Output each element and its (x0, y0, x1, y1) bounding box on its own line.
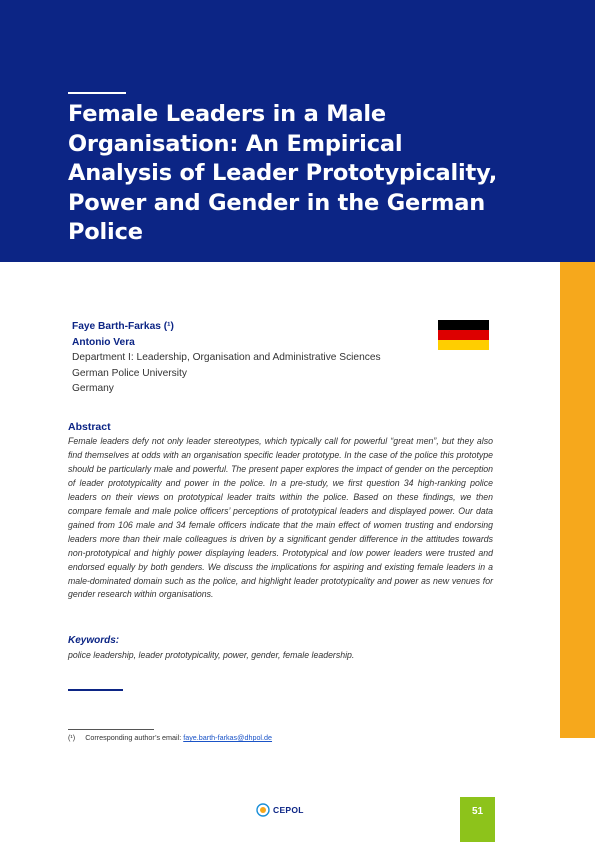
cepol-logo (256, 800, 304, 820)
affiliation-line: Germany (72, 383, 114, 394)
author-block (72, 319, 412, 397)
title-line: Police (68, 219, 143, 245)
flag-stripe-black (438, 320, 489, 330)
side-accent-bar (560, 262, 595, 738)
section-rule (68, 689, 123, 691)
author-name: Faye Barth-Farkas (¹) (72, 321, 174, 332)
logo-text: CEPOL (273, 805, 304, 815)
flag-stripe-red (438, 330, 489, 340)
title-band (0, 0, 595, 262)
footnote-mark: (¹) (68, 733, 76, 742)
author-name: Antonio Vera (72, 336, 135, 348)
author-email-link[interactable]: faye.barth-farkas@dhpol.de (183, 733, 273, 742)
footnote (68, 733, 272, 742)
keywords-text: police leadership, leader prototypicality, power, gender, female leadership. (68, 650, 355, 660)
german-flag-icon (438, 320, 489, 350)
abstract-heading: Abstract (68, 421, 111, 433)
title-line: Power and Gender in the German (68, 189, 486, 216)
title-line: Female Leaders in a Male (68, 101, 386, 127)
title-line: Organisation: An Empirical (68, 130, 403, 157)
page-number-box (460, 797, 495, 842)
footnote-rule (68, 729, 154, 730)
affiliation-line: Department I: Leadership, Organisation and Administrative Sciences (72, 352, 381, 363)
title-rule (68, 92, 126, 94)
cepol-emblem-icon (256, 803, 270, 817)
title-line: Analysis of Leader Prototypicality, (68, 160, 498, 186)
keywords-heading: Keywords: (68, 635, 120, 646)
flag-stripe-gold (438, 340, 489, 350)
affiliation-line: German Police University (72, 367, 187, 379)
abstract-text: Female leaders defy not only leader stereotypes, which typically call for powerful “great men”, but they also find themselves at odds with an organisation specific leader prototype. In the case of the police this prototype should be particularly male and powerful. The present paper explores the impact of gender on the perception of leader prototypicality and power in the police. In a pre-study, we first question 34 high-ranking police leaders on their views on prototypical leader traits within the police. Based on these findings, we then compare female and male police officers’ perceptions of prototypical leaders and displayed power. Our data gained from 106 male and 34 female officers indicate that the main effect of women trusting and endorsing leaders more than their male colleagues is driven by a significant gender difference in the attitudes towards non-prototypical and highly power displaying leaders. Prototypical and low power leaders were trusted and endorsed equally by both genders. We discuss the implications for aspiring and existing female leaders in a male-dominated domain such as the police, and highlight leader prototypicality and power as new venues for gender research within organisations. (68, 436, 493, 600)
footnote-label: Corresponding author’s email: (85, 733, 182, 742)
article-title (68, 100, 518, 248)
page-number: 51 (471, 806, 484, 817)
